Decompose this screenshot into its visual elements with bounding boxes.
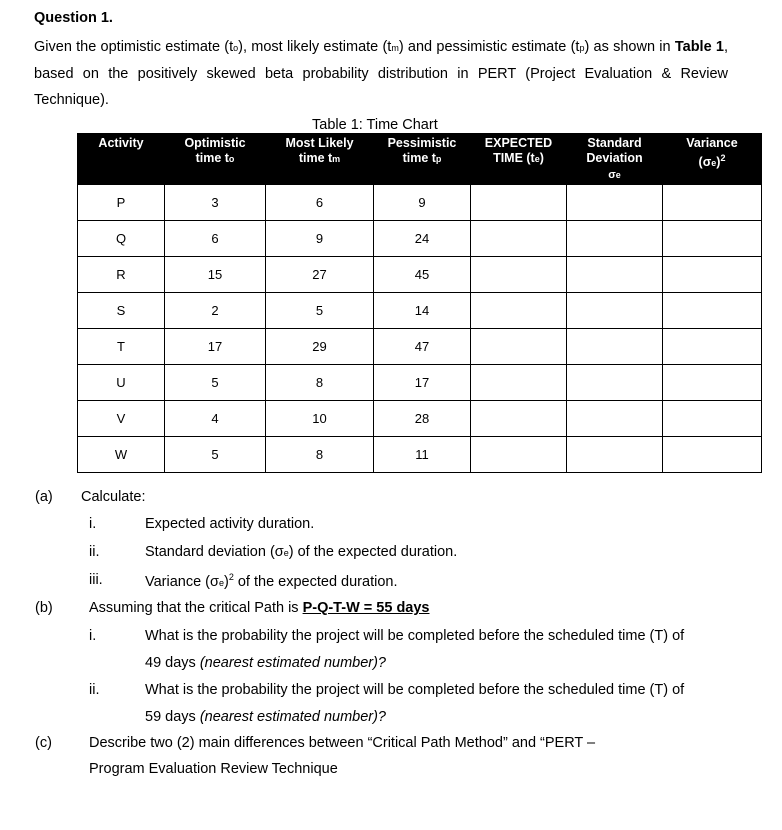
most-likely-cell: 5 [266, 293, 374, 329]
most-likely-cell: 8 [266, 365, 374, 401]
critical-path: P-Q-T-W = 55 days [302, 600, 430, 616]
question-title: Question 1. [34, 10, 113, 26]
part-a-label: (a) [35, 489, 53, 505]
std-deviation-cell [567, 329, 663, 365]
part-a-item-1-number: i. [89, 516, 97, 532]
header-expected: EXPECTED TIME (te) [471, 134, 567, 185]
header-most-likely: Most Likely time tm [266, 134, 374, 185]
pessimistic-cell: 45 [374, 257, 471, 293]
expected-time-cell [471, 365, 567, 401]
table-row [78, 221, 762, 257]
table-row [78, 185, 762, 221]
variance-cell [663, 401, 762, 437]
table-row [78, 437, 762, 473]
std-deviation-cell [567, 185, 663, 221]
most-likely-cell: 29 [266, 329, 374, 365]
optimistic-cell: 15 [165, 257, 266, 293]
part-b-item-2-line-2: 59 days (nearest estimated number)? [145, 709, 386, 725]
part-b-item-2-line-1: What is the probability the project will be completed before the scheduled time (T) of [145, 682, 685, 698]
optimistic-cell: 17 [165, 329, 266, 365]
activity-cell: V [78, 401, 165, 437]
expected-time-cell [471, 221, 567, 257]
optimistic-cell: 4 [165, 401, 266, 437]
variance-cell [663, 293, 762, 329]
activity-cell: S [78, 293, 165, 329]
std-deviation-cell [567, 221, 663, 257]
part-c-label: (c) [35, 735, 52, 751]
time-chart-table [77, 133, 762, 473]
header-activity: Activity [78, 134, 165, 185]
expected-time-cell [471, 437, 567, 473]
part-b-item-2-number: ii. [89, 682, 100, 698]
part-c-line-1: Describe two (2) main differences between “Critical Path Method” and “PERT – [89, 735, 596, 751]
table-caption: Table 1: Time Chart [312, 117, 438, 133]
optimistic-cell: 3 [165, 185, 266, 221]
table-row [78, 257, 762, 293]
activity-cell: Q [78, 221, 165, 257]
part-b-intro: Assuming that the critical Path is P-Q-T-W = 55 days [89, 600, 430, 616]
pessimistic-cell: 9 [374, 185, 471, 221]
optimistic-cell: 2 [165, 293, 266, 329]
most-likely-cell: 9 [266, 221, 374, 257]
table-row [78, 365, 762, 401]
header-standard-deviation: Standard Deviation σe [567, 134, 663, 185]
std-deviation-cell [567, 437, 663, 473]
activity-cell: T [78, 329, 165, 365]
table-row [78, 293, 762, 329]
std-deviation-cell [567, 365, 663, 401]
table-row [78, 329, 762, 365]
pessimistic-cell: 17 [374, 365, 471, 401]
intro-paragraph: Given the optimistic estimate (to), most likely estimate (tm) and pessimistic estimate (tp) as shown in Table 1, based on the positively skewed beta probability distribution in PERT (Project Evaluation & Review Technique). [34, 39, 728, 108]
variance-cell [663, 185, 762, 221]
table-reference: Table 1 [674, 39, 724, 55]
pessimistic-cell: 24 [374, 221, 471, 257]
part-b-item-1-number: i. [89, 628, 97, 644]
optimistic-cell: 5 [165, 365, 266, 401]
pessimistic-cell: 28 [374, 401, 471, 437]
part-b-item-1-line-1: What is the probability the project will be completed before the scheduled time (T) of [145, 628, 685, 644]
most-likely-cell: 8 [266, 437, 374, 473]
expected-time-cell [471, 329, 567, 365]
part-a-item-2-number: ii. [89, 544, 100, 560]
optimistic-cell: 6 [165, 221, 266, 257]
most-likely-cell: 10 [266, 401, 374, 437]
header-pessimistic: Pessimistic time tp [374, 134, 471, 185]
most-likely-cell: 6 [266, 185, 374, 221]
part-a-item-3-text: Variance $(\sigma e)^2$ of the expected duration. [145, 572, 398, 590]
part-c-line-2: Program Evaluation Review Technique [89, 761, 338, 777]
header-variance: Variance $(\sigma e)^2$ [663, 134, 762, 185]
part-a-item-2-text: Standard deviation (σe) of the expected duration. [145, 544, 458, 560]
std-deviation-cell [567, 401, 663, 437]
expected-time-cell [471, 401, 567, 437]
pessimistic-cell: 47 [374, 329, 471, 365]
expected-time-cell [471, 185, 567, 221]
table-header-row [78, 134, 762, 185]
part-a-item-1-text: Expected activity duration. [145, 516, 315, 532]
pessimistic-cell: 14 [374, 293, 471, 329]
variance-cell [663, 329, 762, 365]
variance-cell [663, 437, 762, 473]
variance-cell [663, 221, 762, 257]
std-deviation-cell [567, 293, 663, 329]
part-a-heading: Calculate: [81, 489, 146, 505]
expected-time-cell [471, 257, 567, 293]
activity-cell: P [78, 185, 165, 221]
variance-cell [663, 257, 762, 293]
variance-cell [663, 365, 762, 401]
activity-cell: R [78, 257, 165, 293]
activity-cell: U [78, 365, 165, 401]
std-deviation-cell [567, 257, 663, 293]
part-b-label: (b) [35, 600, 53, 616]
table-row [78, 401, 762, 437]
header-optimistic: Optimistic time to [165, 134, 266, 185]
expected-time-cell [471, 293, 567, 329]
activity-cell: W [78, 437, 165, 473]
optimistic-cell: 5 [165, 437, 266, 473]
pessimistic-cell: 11 [374, 437, 471, 473]
most-likely-cell: 27 [266, 257, 374, 293]
part-b-item-1-line-2: 49 days (nearest estimated number)? [145, 655, 386, 671]
part-a-item-3-number: iii. [89, 572, 103, 588]
